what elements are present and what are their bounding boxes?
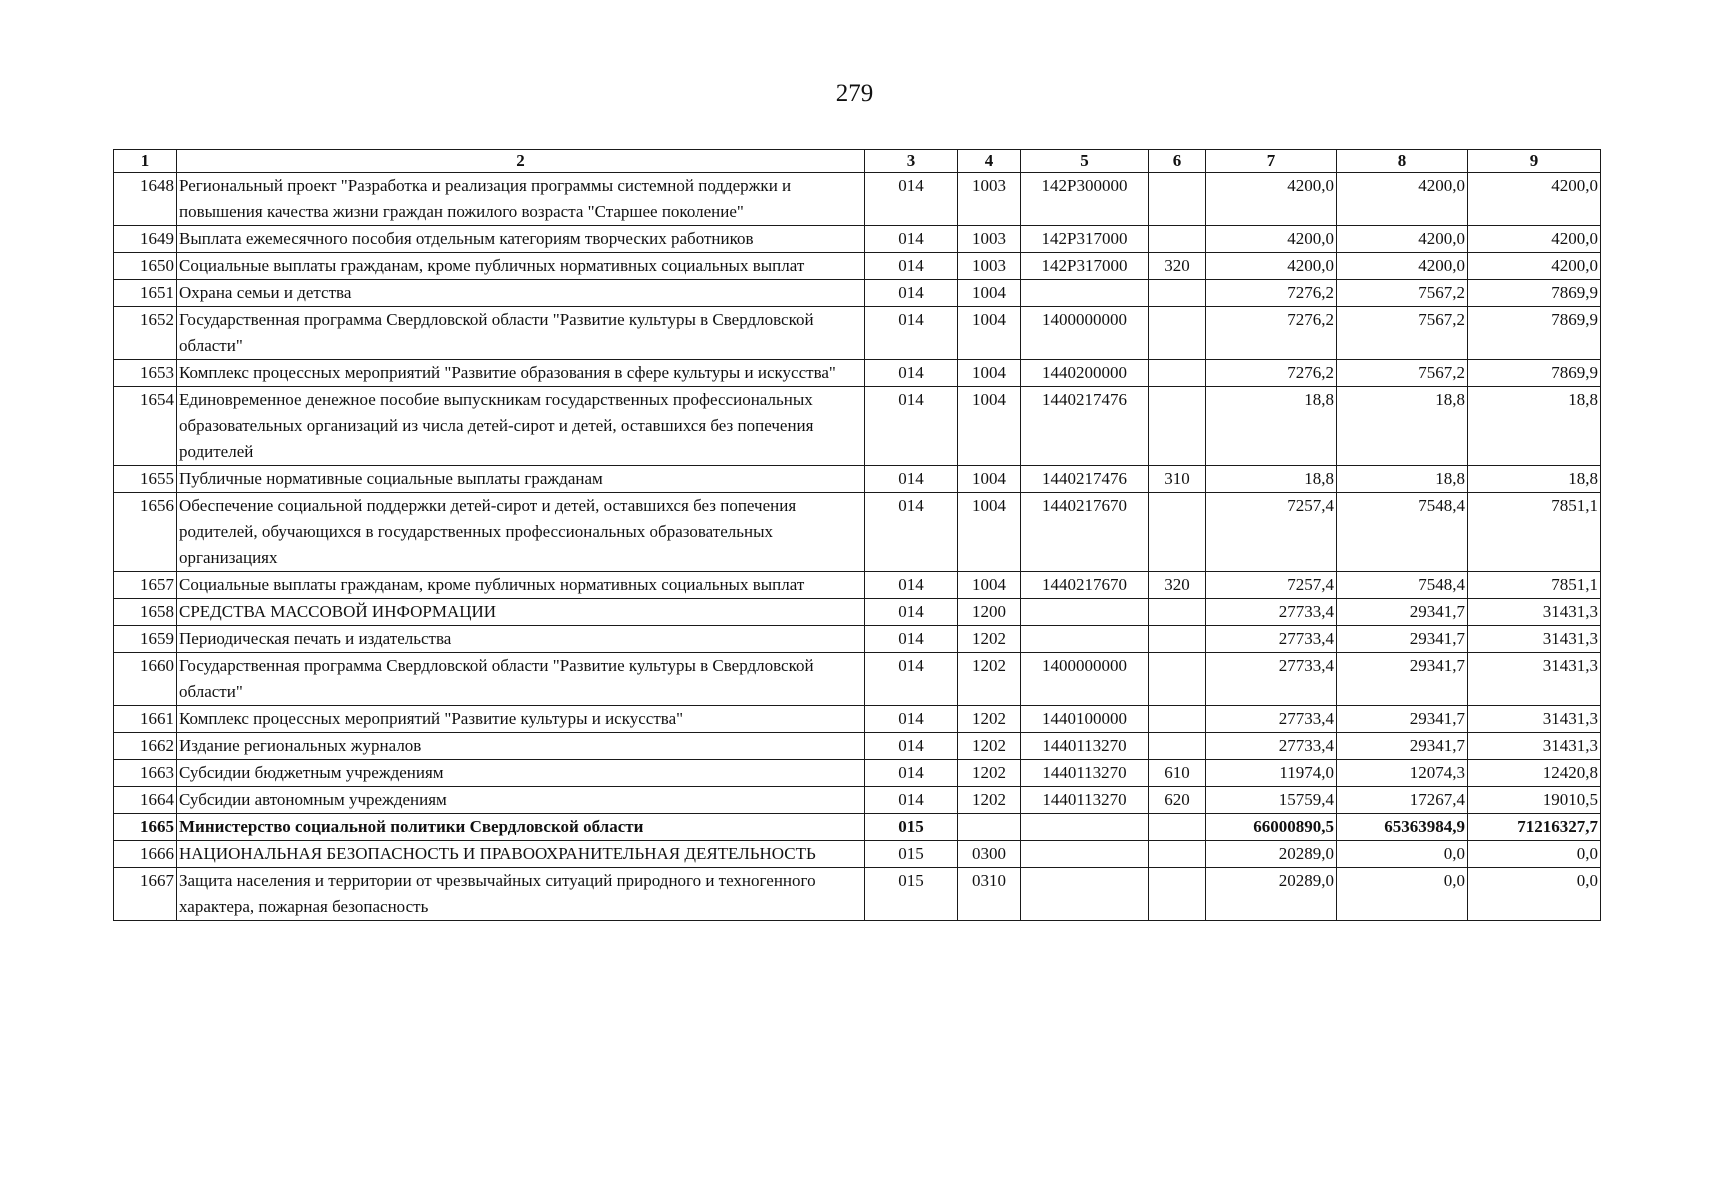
col7-amount: 7276,2 xyxy=(1206,280,1337,307)
col6-code xyxy=(1149,387,1206,466)
col7-amount: 27733,4 xyxy=(1206,626,1337,653)
col6-code: 320 xyxy=(1149,253,1206,280)
col4-code: 1004 xyxy=(958,307,1021,360)
table-row xyxy=(114,307,1601,360)
row-name: Региональный проект "Разработка и реализация программы системной поддержки и повышения качества жизни граждан пожилого возраста "Старшее поколение" xyxy=(177,173,865,226)
row-number: 1651 xyxy=(114,280,177,307)
col3-code: 014 xyxy=(865,307,958,360)
col6-code xyxy=(1149,360,1206,387)
col8-amount: 4200,0 xyxy=(1337,226,1468,253)
col8-amount: 29341,7 xyxy=(1337,706,1468,733)
col4-code: 1202 xyxy=(958,733,1021,760)
row-name: Комплекс процессных мероприятий "Развитие образования в сфере культуры и искусства" xyxy=(177,360,865,387)
row-number: 1652 xyxy=(114,307,177,360)
col3-code: 014 xyxy=(865,466,958,493)
table-row xyxy=(114,466,1601,493)
row-number: 1650 xyxy=(114,253,177,280)
col3-code: 015 xyxy=(865,841,958,868)
col7-amount: 18,8 xyxy=(1206,466,1337,493)
col8-amount: 7548,4 xyxy=(1337,493,1468,572)
table-row xyxy=(114,572,1601,599)
table-body xyxy=(114,173,1601,921)
row-number: 1656 xyxy=(114,493,177,572)
col8-amount: 29341,7 xyxy=(1337,733,1468,760)
col3-code: 014 xyxy=(865,760,958,787)
col8-amount: 4200,0 xyxy=(1337,253,1468,280)
col7-amount: 7276,2 xyxy=(1206,360,1337,387)
col5-code: 1440113270 xyxy=(1021,760,1149,787)
header-row xyxy=(114,150,1601,173)
table-row xyxy=(114,360,1601,387)
row-name: Периодическая печать и издательства xyxy=(177,626,865,653)
col6-code xyxy=(1149,307,1206,360)
row-name: Государственная программа Свердловской области "Развитие культуры в Свердловской области" xyxy=(177,307,865,360)
col3-code: 014 xyxy=(865,706,958,733)
col5-code xyxy=(1021,841,1149,868)
col5-code: 1440217476 xyxy=(1021,387,1149,466)
col6-code: 320 xyxy=(1149,572,1206,599)
table-row xyxy=(114,760,1601,787)
col9-amount: 7869,9 xyxy=(1468,307,1601,360)
row-name: Социальные выплаты гражданам, кроме публичных нормативных социальных выплат xyxy=(177,572,865,599)
col8-amount: 18,8 xyxy=(1337,466,1468,493)
col3-code: 014 xyxy=(865,173,958,226)
row-name: Социальные выплаты гражданам, кроме публичных нормативных социальных выплат xyxy=(177,253,865,280)
table-row xyxy=(114,387,1601,466)
column-header: 3 xyxy=(865,150,958,173)
col6-code xyxy=(1149,653,1206,706)
table-row xyxy=(114,493,1601,572)
col4-code: 1004 xyxy=(958,466,1021,493)
row-name: Единовременное денежное пособие выпускникам государственных профессиональных образовательных организаций из числа детей-сирот и детей, оставшихся без попечения родителей xyxy=(177,387,865,466)
col9-amount: 0,0 xyxy=(1468,841,1601,868)
row-number: 1664 xyxy=(114,787,177,814)
col3-code: 015 xyxy=(865,814,958,841)
row-name: Защита населения и территории от чрезвычайных ситуаций природного и техногенного характера, пожарная безопасность xyxy=(177,868,865,921)
col6-code xyxy=(1149,868,1206,921)
table-row xyxy=(114,733,1601,760)
col5-code: 1400000000 xyxy=(1021,653,1149,706)
budget-table xyxy=(113,149,1601,921)
row-number: 1665 xyxy=(114,814,177,841)
col8-amount: 12074,3 xyxy=(1337,760,1468,787)
row-number: 1648 xyxy=(114,173,177,226)
col4-code: 1004 xyxy=(958,280,1021,307)
col8-amount: 29341,7 xyxy=(1337,653,1468,706)
col4-code: 1202 xyxy=(958,760,1021,787)
column-header: 7 xyxy=(1206,150,1337,173)
col3-code: 014 xyxy=(865,253,958,280)
col5-code: 142Р300000 xyxy=(1021,173,1149,226)
row-name: СРЕДСТВА МАССОВОЙ ИНФОРМАЦИИ xyxy=(177,599,865,626)
table-row xyxy=(114,226,1601,253)
table-row xyxy=(114,814,1601,841)
row-name: НАЦИОНАЛЬНАЯ БЕЗОПАСНОСТЬ И ПРАВООХРАНИТЕЛЬНАЯ ДЕЯТЕЛЬНОСТЬ xyxy=(177,841,865,868)
row-number: 1654 xyxy=(114,387,177,466)
row-name: Государственная программа Свердловской области "Развитие культуры в Свердловской области" xyxy=(177,653,865,706)
col9-amount: 31431,3 xyxy=(1468,653,1601,706)
col3-code: 014 xyxy=(865,360,958,387)
row-name: Издание региональных журналов xyxy=(177,733,865,760)
row-number: 1667 xyxy=(114,868,177,921)
col7-amount: 20289,0 xyxy=(1206,868,1337,921)
col5-code: 1440113270 xyxy=(1021,733,1149,760)
col5-code: 1440217670 xyxy=(1021,572,1149,599)
col5-code: 1440200000 xyxy=(1021,360,1149,387)
col7-amount: 7257,4 xyxy=(1206,572,1337,599)
col5-code: 1440217670 xyxy=(1021,493,1149,572)
col3-code: 014 xyxy=(865,653,958,706)
col7-amount: 27733,4 xyxy=(1206,733,1337,760)
row-name: Выплата ежемесячного пособия отдельным категориям творческих работников xyxy=(177,226,865,253)
col8-amount: 4200,0 xyxy=(1337,173,1468,226)
table-row xyxy=(114,868,1601,921)
column-header: 1 xyxy=(114,150,177,173)
column-header: 5 xyxy=(1021,150,1149,173)
col7-amount: 4200,0 xyxy=(1206,226,1337,253)
col8-amount: 29341,7 xyxy=(1337,599,1468,626)
row-number: 1657 xyxy=(114,572,177,599)
col7-amount: 7257,4 xyxy=(1206,493,1337,572)
col7-amount: 4200,0 xyxy=(1206,173,1337,226)
col9-amount: 18,8 xyxy=(1468,387,1601,466)
col6-code xyxy=(1149,493,1206,572)
col3-code: 014 xyxy=(865,226,958,253)
col6-code xyxy=(1149,841,1206,868)
col3-code: 014 xyxy=(865,733,958,760)
col6-code xyxy=(1149,733,1206,760)
col7-amount: 27733,4 xyxy=(1206,599,1337,626)
col7-amount: 7276,2 xyxy=(1206,307,1337,360)
col4-code: 0310 xyxy=(958,868,1021,921)
row-number: 1649 xyxy=(114,226,177,253)
col9-amount: 18,8 xyxy=(1468,466,1601,493)
col3-code: 015 xyxy=(865,868,958,921)
col8-amount: 0,0 xyxy=(1337,868,1468,921)
col4-code: 1202 xyxy=(958,626,1021,653)
col6-code xyxy=(1149,173,1206,226)
page-number: 279 xyxy=(835,80,874,107)
col6-code: 310 xyxy=(1149,466,1206,493)
row-name: Комплекс процессных мероприятий "Развитие культуры и искусства" xyxy=(177,706,865,733)
col9-amount: 7869,9 xyxy=(1468,360,1601,387)
col4-code: 0300 xyxy=(958,841,1021,868)
col9-amount: 31431,3 xyxy=(1468,733,1601,760)
col9-amount: 71216327,7 xyxy=(1468,814,1601,841)
table-row xyxy=(114,253,1601,280)
col4-code xyxy=(958,814,1021,841)
col3-code: 014 xyxy=(865,493,958,572)
col9-amount: 31431,3 xyxy=(1468,706,1601,733)
row-name: Обеспечение социальной поддержки детей-сирот и детей, оставшихся без попечения родителей, обучающихся в государственных профессиональных образовательных организациях xyxy=(177,493,865,572)
col7-amount: 18,8 xyxy=(1206,387,1337,466)
col9-amount: 7851,1 xyxy=(1468,493,1601,572)
table-row xyxy=(114,787,1601,814)
col7-amount: 11974,0 xyxy=(1206,760,1337,787)
table-row xyxy=(114,626,1601,653)
col6-code xyxy=(1149,626,1206,653)
column-header: 4 xyxy=(958,150,1021,173)
row-number: 1666 xyxy=(114,841,177,868)
col4-code: 1202 xyxy=(958,787,1021,814)
table-row xyxy=(114,841,1601,868)
col3-code: 014 xyxy=(865,572,958,599)
col6-code xyxy=(1149,599,1206,626)
col5-code xyxy=(1021,868,1149,921)
col9-amount: 0,0 xyxy=(1468,868,1601,921)
col4-code: 1004 xyxy=(958,572,1021,599)
col5-code: 1400000000 xyxy=(1021,307,1149,360)
row-number: 1662 xyxy=(114,733,177,760)
col8-amount: 65363984,9 xyxy=(1337,814,1468,841)
col7-amount: 15759,4 xyxy=(1206,787,1337,814)
col7-amount: 4200,0 xyxy=(1206,253,1337,280)
column-header: 6 xyxy=(1149,150,1206,173)
col3-code: 014 xyxy=(865,599,958,626)
row-name: Субсидии бюджетным учреждениям xyxy=(177,760,865,787)
col9-amount: 7869,9 xyxy=(1468,280,1601,307)
table-row xyxy=(114,653,1601,706)
col8-amount: 7548,4 xyxy=(1337,572,1468,599)
table-row xyxy=(114,599,1601,626)
col9-amount: 31431,3 xyxy=(1468,599,1601,626)
row-name: Публичные нормативные социальные выплаты гражданам xyxy=(177,466,865,493)
col4-code: 1202 xyxy=(958,653,1021,706)
col4-code: 1004 xyxy=(958,387,1021,466)
col5-code: 1440217476 xyxy=(1021,466,1149,493)
row-number: 1660 xyxy=(114,653,177,706)
col9-amount: 31431,3 xyxy=(1468,626,1601,653)
row-name: Министерство социальной политики Свердловской области xyxy=(177,814,865,841)
col9-amount: 19010,5 xyxy=(1468,787,1601,814)
col9-amount: 4200,0 xyxy=(1468,253,1601,280)
col8-amount: 17267,4 xyxy=(1337,787,1468,814)
col8-amount: 18,8 xyxy=(1337,387,1468,466)
col5-code xyxy=(1021,280,1149,307)
col9-amount: 7851,1 xyxy=(1468,572,1601,599)
col8-amount: 7567,2 xyxy=(1337,280,1468,307)
row-number: 1659 xyxy=(114,626,177,653)
row-number: 1655 xyxy=(114,466,177,493)
col4-code: 1003 xyxy=(958,226,1021,253)
col7-amount: 20289,0 xyxy=(1206,841,1337,868)
col4-code: 1004 xyxy=(958,360,1021,387)
col4-code: 1202 xyxy=(958,706,1021,733)
col5-code: 142Р317000 xyxy=(1021,253,1149,280)
col4-code: 1004 xyxy=(958,493,1021,572)
col3-code: 014 xyxy=(865,626,958,653)
col5-code: 1440100000 xyxy=(1021,706,1149,733)
col8-amount: 0,0 xyxy=(1337,841,1468,868)
table-row xyxy=(114,706,1601,733)
col4-code: 1200 xyxy=(958,599,1021,626)
col3-code: 014 xyxy=(865,280,958,307)
col7-amount: 27733,4 xyxy=(1206,706,1337,733)
table-row xyxy=(114,280,1601,307)
col5-code: 142Р317000 xyxy=(1021,226,1149,253)
col9-amount: 4200,0 xyxy=(1468,173,1601,226)
column-header: 2 xyxy=(177,150,865,173)
col5-code xyxy=(1021,626,1149,653)
col6-code xyxy=(1149,706,1206,733)
col6-code xyxy=(1149,280,1206,307)
row-number: 1661 xyxy=(114,706,177,733)
col8-amount: 7567,2 xyxy=(1337,360,1468,387)
col5-code: 1440113270 xyxy=(1021,787,1149,814)
col5-code xyxy=(1021,814,1149,841)
col8-amount: 7567,2 xyxy=(1337,307,1468,360)
row-name: Субсидии автономным учреждениям xyxy=(177,787,865,814)
column-header: 9 xyxy=(1468,150,1601,173)
col6-code xyxy=(1149,814,1206,841)
col9-amount: 12420,8 xyxy=(1468,760,1601,787)
table-row xyxy=(114,173,1601,226)
col4-code: 1003 xyxy=(958,173,1021,226)
row-number: 1663 xyxy=(114,760,177,787)
col5-code xyxy=(1021,599,1149,626)
column-header: 8 xyxy=(1337,150,1468,173)
col4-code: 1003 xyxy=(958,253,1021,280)
col7-amount: 27733,4 xyxy=(1206,653,1337,706)
row-name: Охрана семьи и детства xyxy=(177,280,865,307)
col8-amount: 29341,7 xyxy=(1337,626,1468,653)
row-number: 1653 xyxy=(114,360,177,387)
row-number: 1658 xyxy=(114,599,177,626)
col7-amount: 66000890,5 xyxy=(1206,814,1337,841)
col6-code: 620 xyxy=(1149,787,1206,814)
col3-code: 014 xyxy=(865,387,958,466)
col3-code: 014 xyxy=(865,787,958,814)
col9-amount: 4200,0 xyxy=(1468,226,1601,253)
col6-code: 610 xyxy=(1149,760,1206,787)
col6-code xyxy=(1149,226,1206,253)
